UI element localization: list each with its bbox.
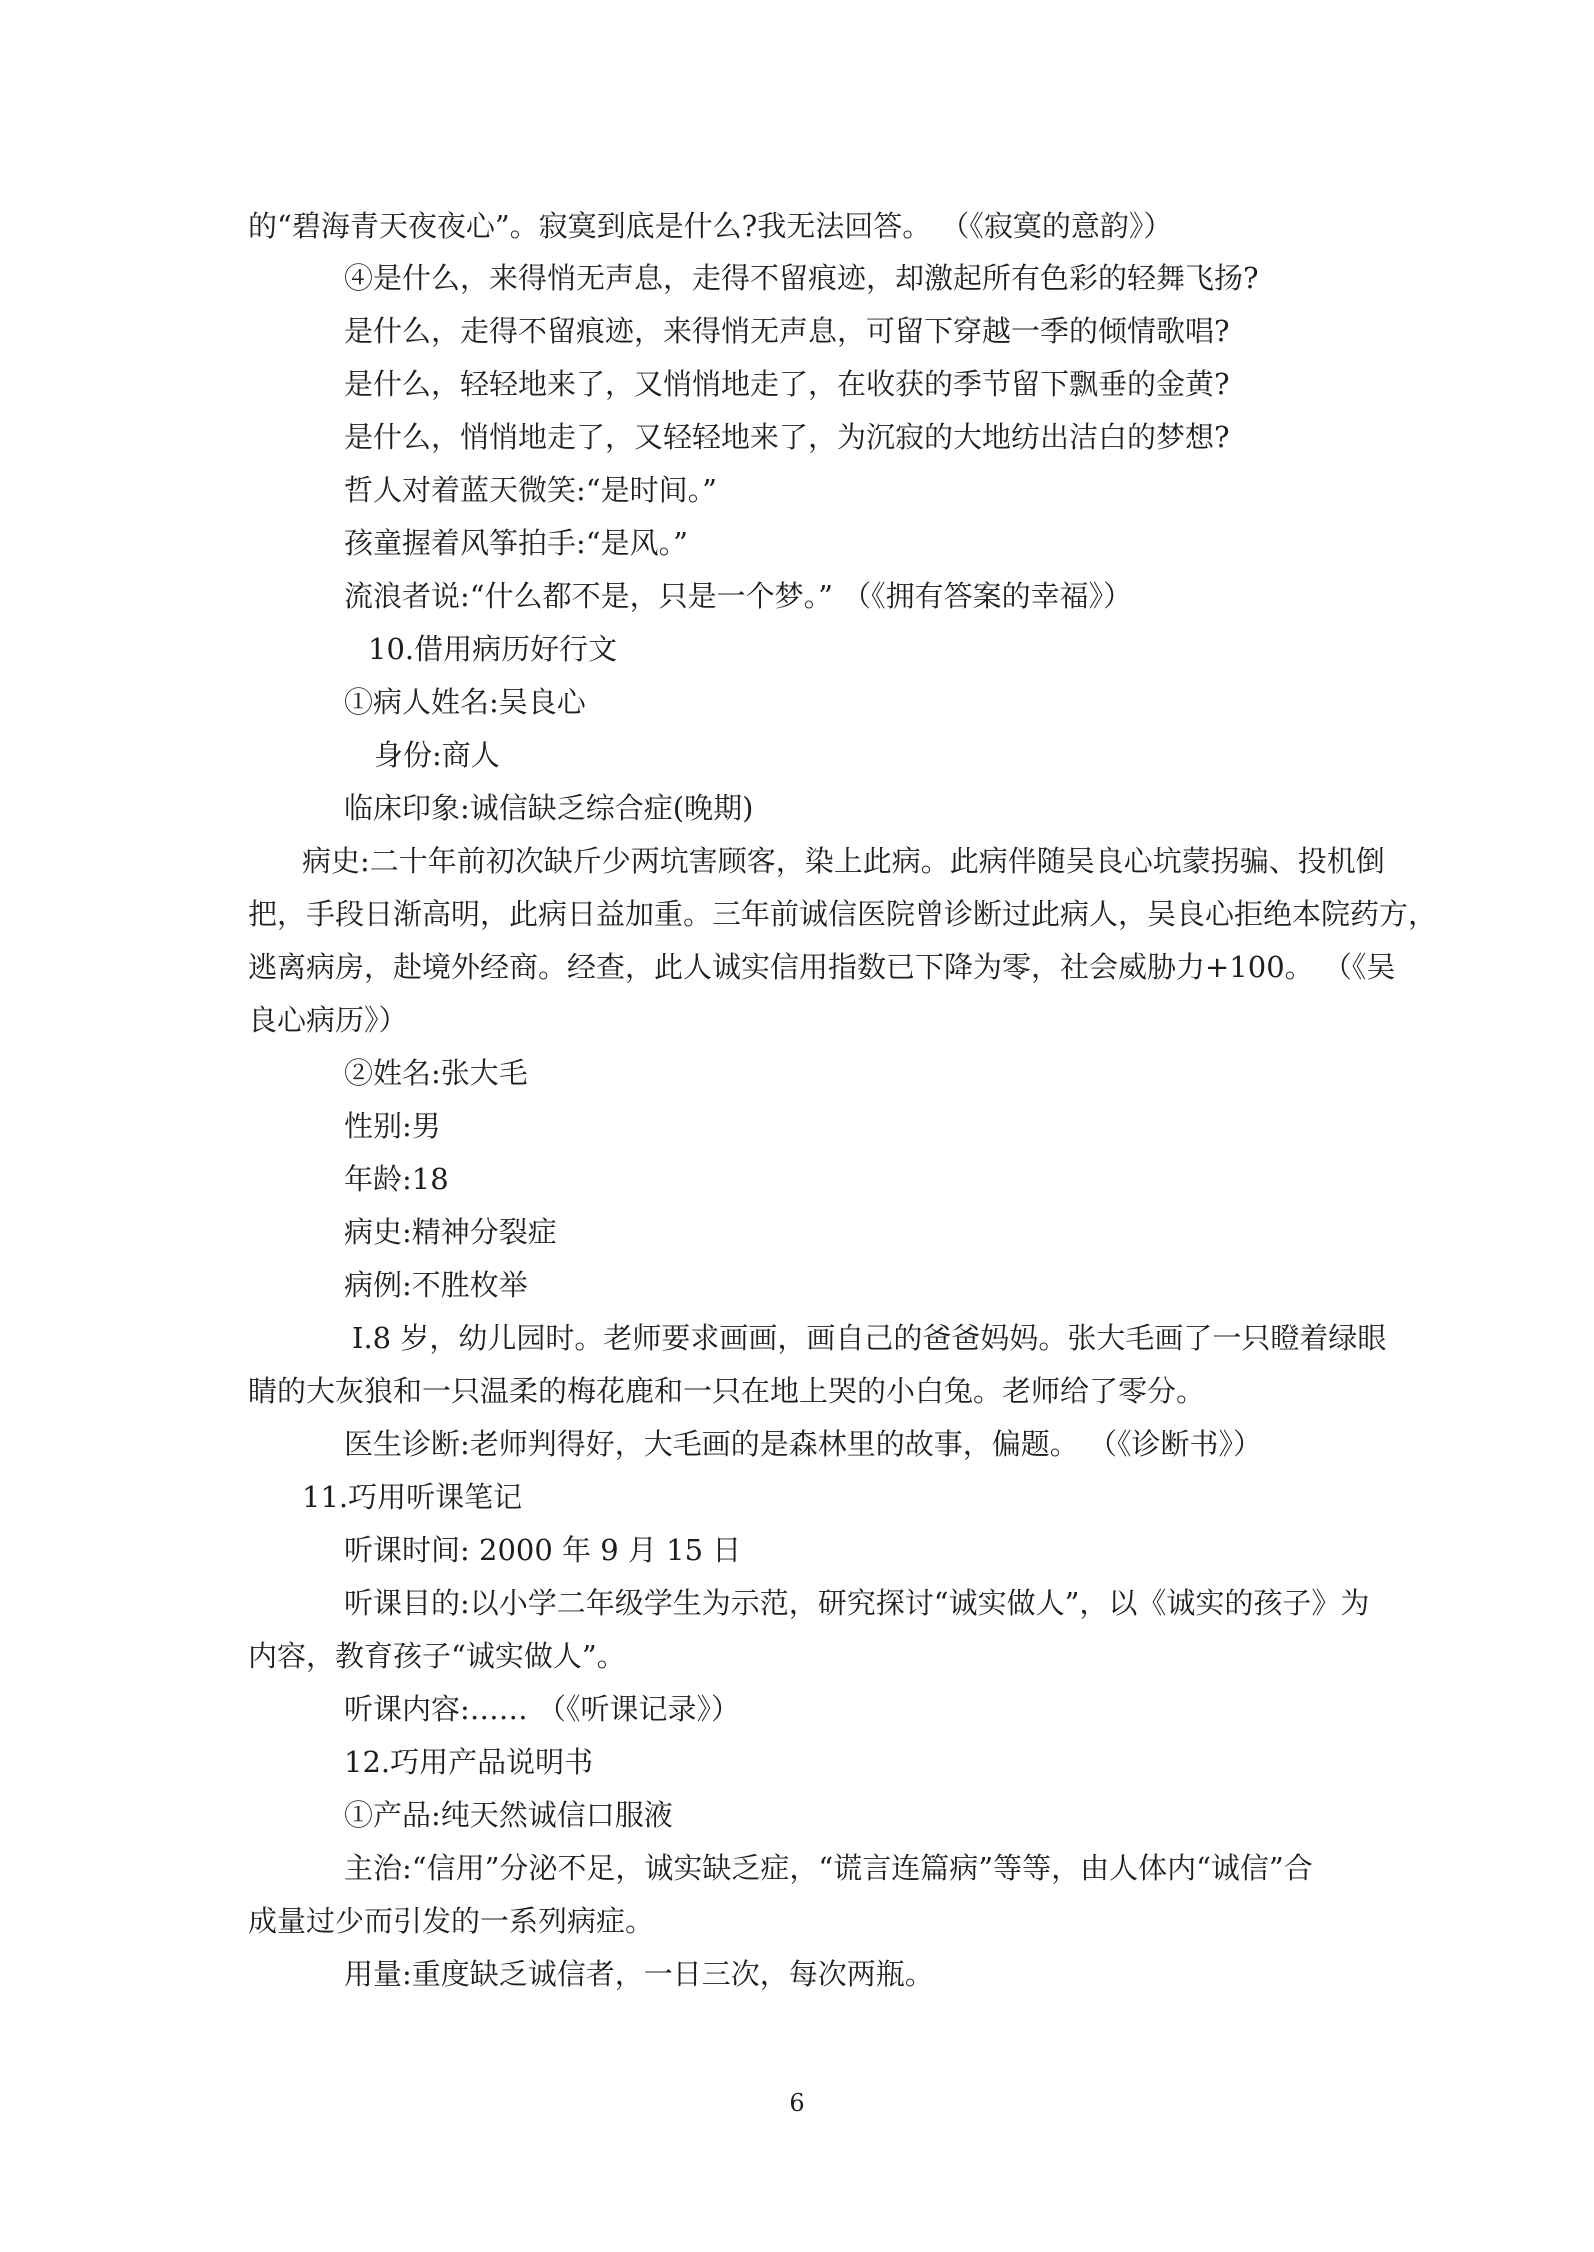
text-line: 孩童握着风筝拍手:“是风。” bbox=[344, 526, 688, 560]
text-line: 听课时间: 2000 年 9 月 15 日 bbox=[344, 1533, 742, 1567]
text-line: 是什么，轻轻地来了，又悄悄地走了，在收获的季节留下飘垂的金黄? bbox=[344, 367, 1230, 401]
text-line: ④是什么，来得悄无声息，走得不留痕迹，却激起所有色彩的轻舞飞扬? bbox=[344, 261, 1259, 295]
text-line: 病史:二十年前初次缺斤少两坑害顾客，染上此病。此病伴随吴良心坑蒙拐骗、投机倒 bbox=[302, 844, 1385, 878]
text-line: 成量过少而引发的一系列病症。 bbox=[248, 1904, 655, 1938]
text-line: 内容，教育孩子“诚实做人”。 bbox=[248, 1639, 626, 1673]
text-line: ①产品:纯天然诚信口服液 bbox=[344, 1798, 673, 1832]
text-line: 把，手段日渐高明，此病日益加重。三年前诚信医院曾诊断过此病人，吴良心拒绝本院药方， bbox=[248, 897, 1438, 931]
text-line: 临床印象:诚信缺乏综合症(晚期) bbox=[344, 791, 754, 825]
text-line: 睛的大灰狼和一只温柔的梅花鹿和一只在地上哭的小白兔。老师给了零分。 bbox=[248, 1374, 1206, 1408]
text-line: Ⅰ.8 岁，幼儿园时。老师要求画画，画自己的爸爸妈妈。张大毛画了一只瞪着绿眼 bbox=[352, 1321, 1387, 1355]
text-line: 流浪者说:“什么都不是，只是一个梦。” （《拥有答案的幸福》） bbox=[344, 579, 1133, 613]
text-line: 年龄:18 bbox=[344, 1162, 449, 1196]
text-line: 身份:商人 bbox=[374, 738, 500, 772]
section-heading: 12.巧用产品说明书 bbox=[344, 1745, 594, 1779]
text-line: 逃离病房，赴境外经商。经查，此人诚实信用指数已下降为零，社会威胁力+100。 （《吴 bbox=[248, 950, 1396, 984]
text-line: 性别:男 bbox=[344, 1109, 441, 1143]
text-line: 病史:精神分裂症 bbox=[344, 1215, 557, 1249]
section-heading: 11.巧用听课笔记 bbox=[302, 1480, 523, 1514]
text-line: 是什么，悄悄地走了，又轻轻地来了，为沉寂的大地纺出洁白的梦想? bbox=[344, 420, 1230, 454]
text-line: 良心病历》） bbox=[248, 1003, 408, 1037]
text-line: ②姓名:张大毛 bbox=[344, 1056, 528, 1090]
text-line: ①病人姓名:吴良心 bbox=[344, 685, 586, 719]
text-line: 哲人对着蓝天微笑:“是时间。” bbox=[344, 473, 717, 507]
text-line: 是什么，走得不留痕迹，来得悄无声息，可留下穿越一季的倾情歌唱? bbox=[344, 314, 1230, 348]
text-line: 医生诊断:老师判得好，大毛画的是森林里的故事，偏题。 （《诊断书》） bbox=[344, 1427, 1262, 1461]
section-heading: 10.借用病历好行文 bbox=[368, 632, 618, 666]
text-line: 主治:“信用”分泌不足，诚实缺乏症，“谎言连篇病”等等，由人体内“诚信”合 bbox=[344, 1851, 1313, 1885]
text-line: 听课内容:…… （《听课记录》） bbox=[344, 1692, 740, 1726]
text-line: 病例:不胜枚举 bbox=[344, 1268, 528, 1302]
text-line: 听课目的:以小学二年级学生为示范，研究探讨“诚实做人”，以《诚实的孩子》为 bbox=[344, 1586, 1370, 1620]
text-line: 用量:重度缺乏诚信者，一日三次，每次两瓶。 bbox=[344, 1957, 934, 1991]
page-number: 6 bbox=[789, 2089, 805, 2117]
text-line: 的“碧海青天夜夜心”。寂寞到底是什么?我无法回答。 （《寂寞的意韵》） bbox=[248, 209, 1173, 243]
